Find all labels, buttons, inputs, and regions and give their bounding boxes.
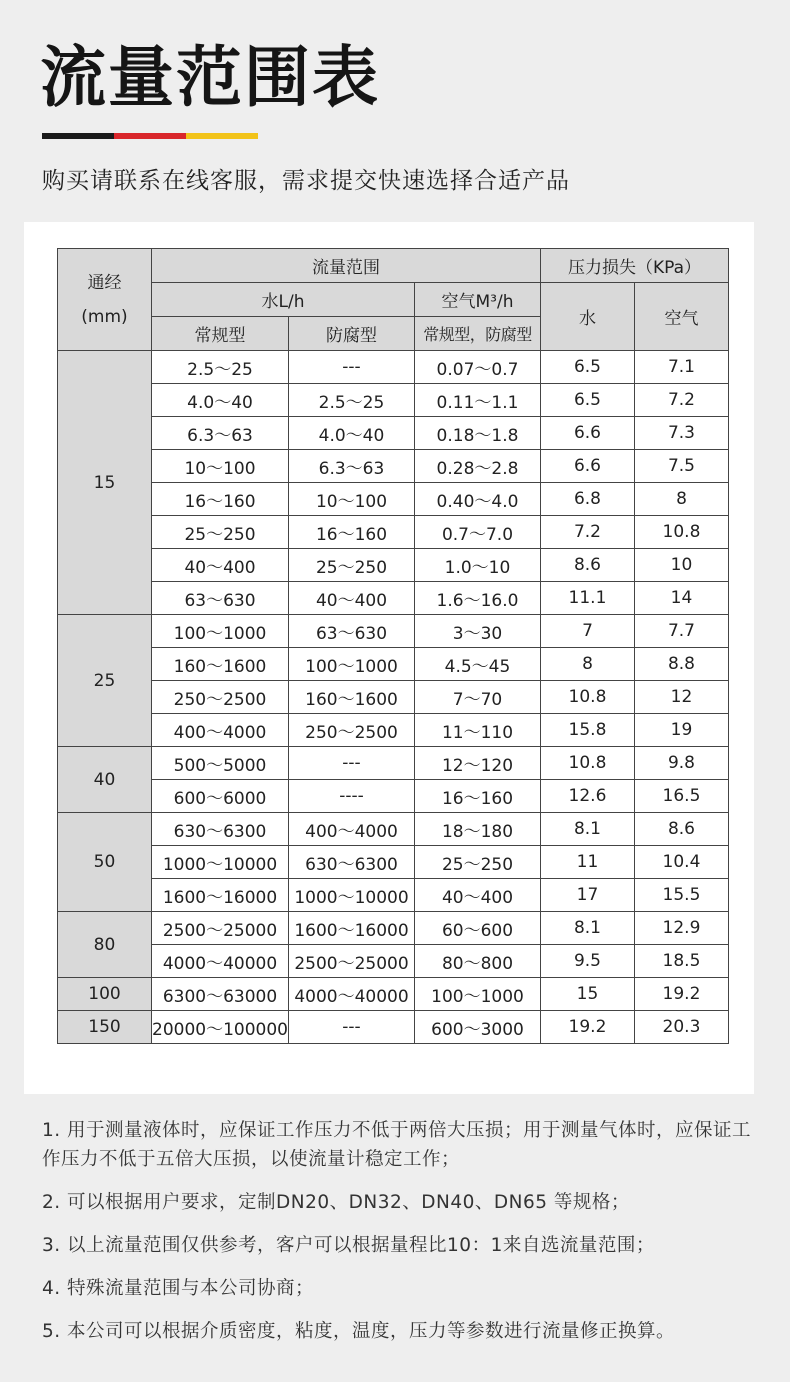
air-cell: 0.11～1.1 (414, 384, 540, 417)
pressure-water-cell: 6.6 (540, 450, 634, 483)
pressure-water-cell: 8.1 (540, 813, 634, 846)
air-cell: 0.07～0.7 (414, 351, 540, 384)
pressure-air-cell: 10 (634, 549, 728, 582)
diameter-cell: 50 (58, 813, 152, 912)
table-row (58, 549, 729, 582)
pressure-air-cell: 8.6 (634, 813, 728, 846)
diameter-cell: 25 (58, 615, 152, 747)
pressure-air-cell: 20.3 (634, 1011, 728, 1044)
pressure-water-cell: 19.2 (540, 1011, 634, 1044)
air-cell: 12～120 (414, 747, 540, 780)
air-cell: 1.6～16.0 (414, 582, 540, 615)
table-row (58, 351, 729, 384)
air-cell: 600～3000 (414, 1011, 540, 1044)
table-row (58, 384, 729, 417)
table-body (58, 351, 729, 1044)
pressure-water-cell: 8.6 (540, 549, 634, 582)
diameter-cell: 100 (58, 978, 152, 1011)
pressure-air-cell: 12.9 (634, 912, 728, 945)
anticorrosive-water-cell: 1000～10000 (288, 879, 414, 912)
pressure-water-cell: 10.8 (540, 747, 634, 780)
pressure-water-cell: 11.1 (540, 582, 634, 615)
anticorrosive-water-cell: 100～1000 (288, 648, 414, 681)
table-row (58, 879, 729, 912)
air-cell: 1.0～10 (414, 549, 540, 582)
anticorrosive-water-cell: 25～250 (288, 549, 414, 582)
header-anticorrosive: 防腐型 (288, 317, 414, 351)
pressure-water-cell: 15 (540, 978, 634, 1011)
header-air-m3h: 空气M³/h (414, 283, 540, 317)
header-flow-range: 流量范围 (152, 249, 541, 283)
diameter-cell: 80 (58, 912, 152, 978)
air-cell: 80～800 (414, 945, 540, 978)
header-regular-anticorrosive: 常规型，防腐型 (414, 317, 540, 351)
anticorrosive-water-cell: 160～1600 (288, 681, 414, 714)
anticorrosive-water-cell: 2500～25000 (288, 945, 414, 978)
notes (42, 1116, 752, 1360)
anticorrosive-water-cell: 10～100 (288, 483, 414, 516)
table-row (58, 813, 729, 846)
air-cell: 40～400 (414, 879, 540, 912)
anticorrosive-water-cell: 250～2500 (288, 714, 414, 747)
header-water-lh: 水L/h (152, 283, 415, 317)
header-pressure-loss: 压力损失（KPa） (540, 249, 728, 283)
pressure-water-cell: 6.5 (540, 384, 634, 417)
anticorrosive-water-cell: 2.5～25 (288, 384, 414, 417)
air-cell: 11～110 (414, 714, 540, 747)
air-cell: 0.28～2.8 (414, 450, 540, 483)
note-item: 4. 特殊流量范围与本公司协商； (42, 1278, 315, 1299)
anticorrosive-water-cell: 40～400 (288, 582, 414, 615)
regular-water-cell: 250～2500 (152, 681, 289, 714)
table-row (58, 1011, 729, 1044)
anticorrosive-water-cell: 400～4000 (288, 813, 414, 846)
pressure-air-cell: 19 (634, 714, 728, 747)
regular-water-cell: 6.3～63 (152, 417, 289, 450)
note-item: 5. 本公司可以根据介质密度，粘度，温度，压力等参数进行流量修正换算。 (42, 1321, 676, 1342)
title-accent-bars (42, 133, 258, 139)
anticorrosive-water-cell: 16～160 (288, 516, 414, 549)
air-cell: 0.18～1.8 (414, 417, 540, 450)
pressure-water-cell: 6.8 (540, 483, 634, 516)
note-item: 3. 以上流量范围仅供参考，客户可以根据量程比10：1来自选流量范围； (42, 1235, 655, 1256)
pressure-water-cell: 15.8 (540, 714, 634, 747)
regular-water-cell: 2500～25000 (152, 912, 289, 945)
table-row (58, 978, 729, 1011)
pressure-water-cell: 7.2 (540, 516, 634, 549)
anticorrosive-water-cell: --- (288, 747, 414, 780)
diameter-cell: 15 (58, 351, 152, 615)
pressure-air-cell: 7.3 (634, 417, 728, 450)
table-row (58, 747, 729, 780)
anticorrosive-water-cell: 630～6300 (288, 846, 414, 879)
table-row (58, 912, 729, 945)
regular-water-cell: 25～250 (152, 516, 289, 549)
pressure-air-cell: 19.2 (634, 978, 728, 1011)
pressure-air-cell: 7.7 (634, 615, 728, 648)
anticorrosive-water-cell: --- (288, 351, 414, 384)
header-diameter-label: 通经 (87, 272, 122, 293)
air-cell: 16～160 (414, 780, 540, 813)
pressure-air-cell: 7.1 (634, 351, 728, 384)
pressure-air-cell: 18.5 (634, 945, 728, 978)
header-diameter (58, 249, 152, 351)
air-cell: 0.7～7.0 (414, 516, 540, 549)
anticorrosive-water-cell: ---- (288, 780, 414, 813)
air-cell: 25～250 (414, 846, 540, 879)
anticorrosive-water-cell: 63～630 (288, 615, 414, 648)
table-row (58, 945, 729, 978)
table-row (58, 483, 729, 516)
header-pressure-air: 空气 (634, 283, 728, 351)
regular-water-cell: 630～6300 (152, 813, 289, 846)
table-row (58, 582, 729, 615)
page-title: 流量范围表 (40, 39, 380, 116)
anticorrosive-water-cell: --- (288, 1011, 414, 1044)
flow-range-table (57, 248, 729, 1044)
pressure-air-cell: 10.8 (634, 516, 728, 549)
air-cell: 4.5～45 (414, 648, 540, 681)
pressure-air-cell: 14 (634, 582, 728, 615)
regular-water-cell: 400～4000 (152, 714, 289, 747)
pressure-air-cell: 10.4 (634, 846, 728, 879)
table-header (58, 249, 729, 351)
regular-water-cell: 63～630 (152, 582, 289, 615)
anticorrosive-water-cell: 4000～40000 (288, 978, 414, 1011)
air-cell: 3～30 (414, 615, 540, 648)
pressure-water-cell: 12.6 (540, 780, 634, 813)
pressure-water-cell: 8 (540, 648, 634, 681)
regular-water-cell: 500～5000 (152, 747, 289, 780)
pressure-water-cell: 17 (540, 879, 634, 912)
table-row (58, 846, 729, 879)
regular-water-cell: 2.5～25 (152, 351, 289, 384)
regular-water-cell: 20000～100000 (152, 1011, 289, 1044)
header-pressure-water: 水 (540, 283, 634, 351)
regular-water-cell: 40～400 (152, 549, 289, 582)
regular-water-cell: 1600～16000 (152, 879, 289, 912)
table-row (58, 450, 729, 483)
table-row (58, 714, 729, 747)
table-row (58, 681, 729, 714)
pressure-air-cell: 16.5 (634, 780, 728, 813)
accent-bar-black (42, 133, 114, 139)
header-regular: 常规型 (152, 317, 289, 351)
pressure-air-cell: 8 (634, 483, 728, 516)
regular-water-cell: 4.0～40 (152, 384, 289, 417)
pressure-air-cell: 7.2 (634, 384, 728, 417)
anticorrosive-water-cell: 4.0～40 (288, 417, 414, 450)
air-cell: 7～70 (414, 681, 540, 714)
diameter-cell: 150 (58, 1011, 152, 1044)
pressure-water-cell: 6.6 (540, 417, 634, 450)
air-cell: 100～1000 (414, 978, 540, 1011)
regular-water-cell: 600～6000 (152, 780, 289, 813)
table-row (58, 648, 729, 681)
pressure-air-cell: 7.5 (634, 450, 728, 483)
table-row (58, 516, 729, 549)
anticorrosive-water-cell: 1600～16000 (288, 912, 414, 945)
note-item: 1. 用于测量液体时，应保证工作压力不低于两倍大压损；用于测量气体时，应保证工作压力不低于五倍大压损，以使流量计稳定工作； (42, 1120, 752, 1170)
pressure-water-cell: 10.8 (540, 681, 634, 714)
table-row (58, 417, 729, 450)
regular-water-cell: 16～160 (152, 483, 289, 516)
regular-water-cell: 4000～40000 (152, 945, 289, 978)
pressure-water-cell: 11 (540, 846, 634, 879)
accent-bar-yellow (186, 133, 258, 139)
table-row (58, 780, 729, 813)
pressure-air-cell: 15.5 (634, 879, 728, 912)
regular-water-cell: 10～100 (152, 450, 289, 483)
pressure-water-cell: 9.5 (540, 945, 634, 978)
pressure-air-cell: 9.8 (634, 747, 728, 780)
regular-water-cell: 160～1600 (152, 648, 289, 681)
header-diameter-unit: (mm) (81, 306, 128, 327)
pressure-water-cell: 8.1 (540, 912, 634, 945)
anticorrosive-water-cell: 6.3～63 (288, 450, 414, 483)
accent-bar-red (114, 133, 186, 139)
pressure-air-cell: 12 (634, 681, 728, 714)
diameter-cell: 40 (58, 747, 152, 813)
air-cell: 18～180 (414, 813, 540, 846)
subtitle: 购买请联系在线客服，需求提交快速选择合适产品 (42, 168, 570, 194)
regular-water-cell: 100～1000 (152, 615, 289, 648)
air-cell: 60～600 (414, 912, 540, 945)
pressure-water-cell: 6.5 (540, 351, 634, 384)
pressure-water-cell: 7 (540, 615, 634, 648)
regular-water-cell: 1000～10000 (152, 846, 289, 879)
pressure-air-cell: 8.8 (634, 648, 728, 681)
note-item: 2. 可以根据用户要求，定制DN20、DN32、DN40、DN65 等规格； (42, 1192, 630, 1213)
air-cell: 0.40～4.0 (414, 483, 540, 516)
regular-water-cell: 6300～63000 (152, 978, 289, 1011)
table-row (58, 615, 729, 648)
